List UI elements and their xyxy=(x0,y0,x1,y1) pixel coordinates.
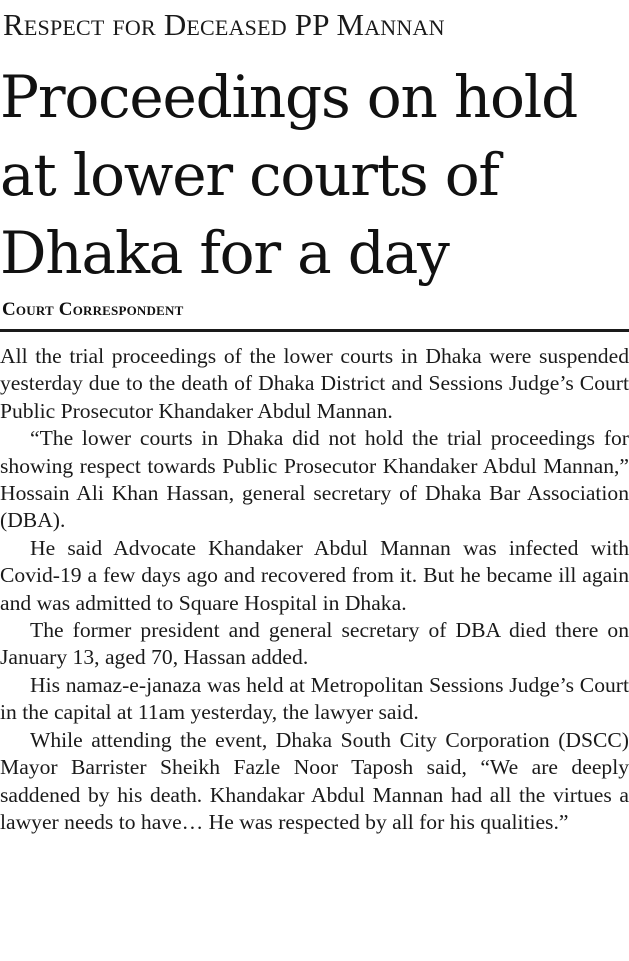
headline-line: at lower courts of xyxy=(0,141,499,209)
headline-line: Proceedings on hold xyxy=(0,63,578,131)
article-paragraph: While attending the event, Dhaka South City Corporation (DSCC) Mayor Barrister Sheikh Fazle Noor Taposh said, “We are deeply saddened by his death. Khandakar Abdul Mannan had all the virtues a lawyer needs to have… He was respected by all for his qualities.” xyxy=(0,727,629,834)
article-body xyxy=(0,343,629,836)
article-paragraph: The former president and general secretary of DBA died there on January 13, aged 70, Hassan added. xyxy=(0,618,629,670)
article-kicker: Respect for Deceased PP Mannan xyxy=(3,7,445,42)
article-headline xyxy=(0,58,629,292)
article-byline: Court Correspondent xyxy=(2,299,184,320)
article-paragraph: His namaz-e-janaza was held at Metropolitan Sessions Judge’s Court in the capital at 11am yesterday, the lawyer said. xyxy=(0,672,629,725)
headline-line: Dhaka for a day xyxy=(0,219,449,287)
article-paragraph: “The lower courts in Dhaka did not hold the trial proceedings for showing respect towards Public Prosecutor Khandaker Abdul Mannan,” Hossain Ali Khan Hassan, general secretary of Dhaka Bar Association (DBA). xyxy=(0,426,629,533)
article-paragraph: He said Advocate Khandaker Abdul Mannan was infected with Covid-19 a few days ago and recovered from it. But he became ill again and was admitted to Square Hospital in Dhaka. xyxy=(0,535,629,615)
divider-rule xyxy=(0,329,629,332)
article-paragraph: All the trial proceedings of the lower courts in Dhaka were suspended yesterday due to the death of Dhaka District and Sessions Judge’s Court Public Prosecutor Khandaker Abdul Mannan. xyxy=(0,344,629,423)
